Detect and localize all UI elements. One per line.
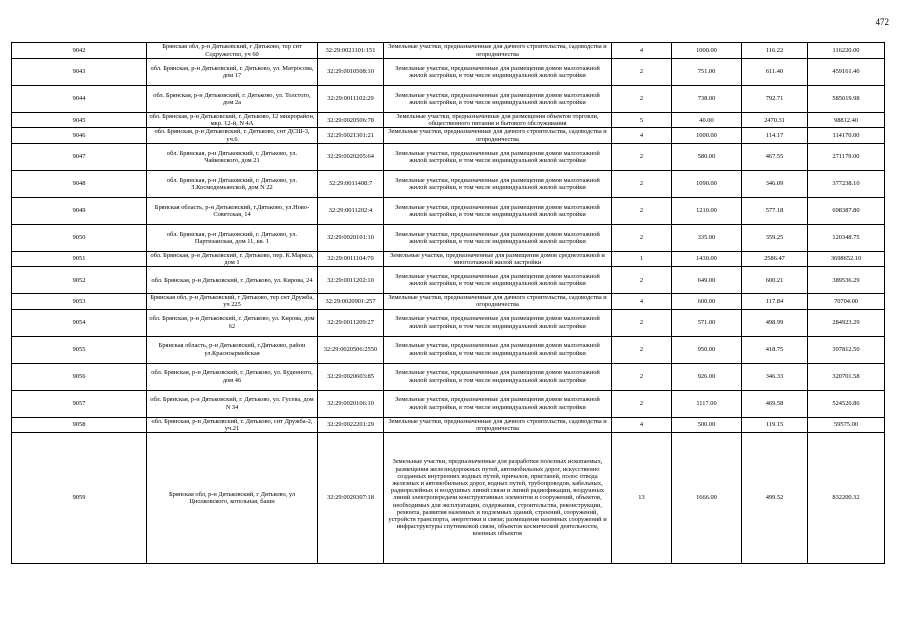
area-cell: 1090.00 [672,170,742,197]
row-number: 9043 [12,59,147,86]
unit-value-cell: 467.55 [742,143,808,170]
land-use-cell: Земельные участки, предназначенные для дачного строительства, садоводства и огородничества [384,43,612,59]
row-number: 9052 [12,267,147,294]
cadastral-number-cell: 32:29:0011202:4 [318,197,384,224]
table-row [12,128,885,143]
row-number: 9044 [12,86,147,113]
unit-value-cell: 499.52 [742,433,808,564]
use-group-cell: 4 [612,417,672,432]
row-number: 9055 [12,336,147,363]
address-cell: обл. Брянская, р-н Дятьковский, г. Дятьково, ул. Толстого, дом 2а [147,86,318,113]
row-number: 9056 [12,363,147,390]
cadastral-value-cell: 114170.00 [808,128,885,143]
table-row [12,143,885,170]
unit-value-cell: 577.18 [742,197,808,224]
unit-value-cell: 498.99 [742,309,808,336]
use-group-cell: 2 [612,170,672,197]
table-row [12,363,885,390]
cadastral-number-cell: 32:29:0011209:27 [318,309,384,336]
area-cell: 571.00 [672,309,742,336]
table-row [12,224,885,251]
table-row [12,86,885,113]
row-number: 9050 [12,224,147,251]
address-cell: обл. Брянская, р-н Дятьковский, г. Дятьково, ул. Матросова, дом 17 [147,59,318,86]
address-cell: обл. Брянская, р-н Дятьковский, г. Дятьково, ул. Кирова, 24 [147,267,318,294]
land-use-cell: Земельные участки, предназначенные для размещения домов малоэтажной жилой застройки, в том числе индивидуальной жилой застройки [384,170,612,197]
cadastral-value-cell: 120348.75 [808,224,885,251]
unit-value-cell: 346.09 [742,170,808,197]
area-cell: 950.00 [672,336,742,363]
use-group-cell: 2 [612,143,672,170]
row-number: 9049 [12,197,147,224]
area-cell: 649.00 [672,267,742,294]
table-row [12,113,885,128]
cadastral-value-cell: 320701.58 [808,363,885,390]
cadastral-value-cell: 397812.50 [808,336,885,363]
cadastral-number-cell: 32:29:0021101:151 [318,43,384,59]
table-row [12,43,885,59]
area-cell: 600.00 [672,294,742,309]
land-use-cell: Земельные участки, предназначенные для дачного строительства, садоводства и огородничества [384,417,612,432]
area-cell: 40.00 [672,113,742,128]
area-cell: 1000.00 [672,128,742,143]
cadastral-value-cell: 832200.32 [808,433,885,564]
unit-value-cell: 117.84 [742,294,808,309]
land-use-cell: Земельные участки, предназначенные для размещения домов малоэтажной жилой застройки, в том числе индивидуальной жилой застройки [384,363,612,390]
address-cell: Брянская область, р-н Дятьковский, г.Дятьково, ул.Ново-Советская, 14 [147,197,318,224]
unit-value-cell: 469.58 [742,390,808,417]
page-number: 472 [875,17,889,27]
unit-value-cell: 418.75 [742,336,808,363]
table-row [12,251,885,266]
address-cell: обл. Брянская, р-н Дятьковский, г. Дятьково, снт Дружба-2, уч.21 [147,417,318,432]
land-use-cell: Земельные участки, предназначенные для дачного строительства, садоводства и огородничества [384,294,612,309]
area-cell: 751.00 [672,59,742,86]
table-row [12,170,885,197]
address-cell: обл. Брянская, р-н Дятьковский, г. Дятьково, ул. Буденного, дом 46 [147,363,318,390]
address-cell: Брянская обл, р-н Дятьковский, г Дятьково, ул Циолковского, котельная, башн [147,433,318,564]
land-use-cell: Земельные участки, предназначенные для размещения домов малоэтажной жилой застройки, в том числе индивидуальной жилой застройки [384,143,612,170]
land-use-cell: Земельные участки, предназначенные для размещения домов малоэтажной жилой застройки, в том числе индивидуальной жилой застройки [384,86,612,113]
area-cell: 500.00 [672,417,742,432]
table-row [12,197,885,224]
use-group-cell: 2 [612,197,672,224]
unit-value-cell: 2586.47 [742,251,808,266]
land-use-cell: Земельные участки, предназначенные для дачного строительства, садоводства и огородничества [384,128,612,143]
cadastral-value-cell: 524520.86 [808,390,885,417]
row-number: 9047 [12,143,147,170]
cadastral-value-cell: 59575.00 [808,417,885,432]
cadastral-number-cell: 32:29:0021301:21 [318,128,384,143]
unit-value-cell: 119.15 [742,417,808,432]
table-row [12,294,885,309]
row-number: 9051 [12,251,147,266]
unit-value-cell: 611.40 [742,59,808,86]
area-cell: 580.00 [672,143,742,170]
cadastral-value-cell: 585019.98 [808,86,885,113]
address-cell: Брянская обл, р-н Дятьковский, г Дятьково, тер снт Дружба, уч 225 [147,294,318,309]
use-group-cell: 2 [612,363,672,390]
land-use-cell: Земельные участки, предназначенные для размещения домов малоэтажной жилой застройки, в том числе индивидуальной жилой застройки [384,59,612,86]
table-body [12,43,885,564]
land-use-cell: Земельные участки, предназначенные для размещения домов малоэтажной жилой застройки, в том числе индивидуальной жилой застройки [384,336,612,363]
land-registry-table [11,42,885,564]
land-use-cell: Земельные участки, предназначенные для размещения домов малоэтажной жилой застройки, в том числе индивидуальной жилой застройки [384,224,612,251]
use-group-cell: 4 [612,128,672,143]
address-cell: Брянская обл, р-н Дятьковский, г Дятьково, тер снт Содружество, уч 60 [147,43,318,59]
cadastral-number-cell: 32:29:0020603:85 [318,363,384,390]
row-number: 9042 [12,43,147,59]
row-number: 9058 [12,417,147,432]
row-number: 9057 [12,390,147,417]
cadastral-value-cell: 698387.80 [808,197,885,224]
table-row [12,417,885,432]
cadastral-value-cell: 459161.40 [808,59,885,86]
area-cell: 335.00 [672,224,742,251]
use-group-cell: 2 [612,59,672,86]
area-cell: 738.00 [672,86,742,113]
cadastral-number-cell: 32:29:0020506:78 [318,113,384,128]
table-row [12,336,885,363]
cadastral-number-cell: 32:29:0011102:29 [318,86,384,113]
cadastral-number-cell: 32:29:0020506:2550 [318,336,384,363]
table-row [12,309,885,336]
land-use-cell: Земельные участки, предназначенные для размещения домов малоэтажной жилой застройки, в том числе индивидуальной жилой застройки [384,309,612,336]
cadastral-number-cell: 32:29:0020307:18 [318,433,384,564]
land-use-cell: Земельные участки, предназначенные для размещения домов малоэтажной жилой застройки, в том числе индивидуальной жилой застройки [384,197,612,224]
cadastral-number-cell: 32:29:0011104:70 [318,251,384,266]
use-group-cell: 2 [612,86,672,113]
unit-value-cell: 346.33 [742,363,808,390]
use-group-cell: 4 [612,43,672,59]
unit-value-cell: 359.25 [742,224,808,251]
row-number: 9059 [12,433,147,564]
cadastral-value-cell: 377238.10 [808,170,885,197]
address-cell: обл. Брянская, р-н Дятьковский, г. Дятьково, 12 микрорайон, мкр. 12-й, N 4А [147,113,318,128]
use-group-cell: 1 [612,251,672,266]
address-cell: обл. Брянская, р-н Дятьковский, г. Дятьково, ул. Кирова, дом 62 [147,309,318,336]
use-group-cell: 2 [612,309,672,336]
cadastral-value-cell: 3698652.10 [808,251,885,266]
use-group-cell: 5 [612,113,672,128]
unit-value-cell: 600.21 [742,267,808,294]
use-group-cell: 4 [612,294,672,309]
address-cell: обл. Брянская, р-н Дятьковский, г. Дятьково, снт ДСШ-3, уч.6 [147,128,318,143]
area-cell: 1117.00 [672,390,742,417]
table-row [12,267,885,294]
address-cell: обл. Брянская, р-н Дятьковский, г. Дятьково, пер. К.Маркса, дом 1 [147,251,318,266]
unit-value-cell: 116.22 [742,43,808,59]
land-use-cell: Земельные участки, предназначенные для размещения объектов торговли, общественного питания и бытового обслуживания [384,113,612,128]
unit-value-cell: 792.71 [742,86,808,113]
use-group-cell: 13 [612,433,672,564]
address-cell: обл. Брянская, р-н Дятьковский, г. Дятьково, ул. Чайковского, дом 21 [147,143,318,170]
land-use-cell: Земельные участки, предназначенные для разработки полезных ископаемых, размещения железнодорожных путей, автомобильных дорог, искусственно созданных внутренних водных путей, причалов, пристаней, полос отвода железных и автомобильных дорог, водных путей, трубопроводов, кабельных, радиорелейных и воздушных линий связи и линий радиофикации, воздушных линий электропередачи конструктивных элементов и сооружений, объектов, необходимых для эксплуатации, содержания, строительства, реконструкции, ремонта, развития наземных и подземных зданий, строений, сооружений, устройств транспорта, энергетики и связи; размещения наземных сооружений и инфраструктуры спутниковой связи, объектов космической деятельности, военных объектов [384,433,612,564]
cadastral-value-cell: 116220.00 [808,43,885,59]
cadastral-value-cell: 389536.29 [808,267,885,294]
land-use-cell: Земельные участки, предназначенные для размещения домов малоэтажной жилой застройки, в том числе индивидуальной жилой застройки [384,267,612,294]
area-cell: 1666.00 [672,433,742,564]
table-row [12,59,885,86]
area-cell: 1430.00 [672,251,742,266]
cadastral-number-cell: 32:29:0011202:10 [318,267,384,294]
use-group-cell: 2 [612,336,672,363]
area-cell: 1210.00 [672,197,742,224]
unit-value-cell: 114.17 [742,128,808,143]
area-cell: 1000.00 [672,43,742,59]
address-cell: Брянская область, р-н Дятьковский, г.Дятьково, район ул.Красноармейская [147,336,318,363]
row-number: 9054 [12,309,147,336]
row-number: 9045 [12,113,147,128]
address-cell: обл. Брянская, р-н Дятьковский, г. Дятьково, ул. Партизанская, дом 11, кв. 1 [147,224,318,251]
cadastral-number-cell: 32:29:0010508:10 [318,59,384,86]
address-cell: обл. Брянская, р-н Дятьковский, г. Дятьково, ул. З.Космодемьянской, дом N 22 [147,170,318,197]
cadastral-value-cell: 70704.00 [808,294,885,309]
land-use-cell: Земельные участки, предназначенные для размещения домов малоэтажной жилой застройки, в том числе индивидуальной жилой застройки [384,390,612,417]
land-use-cell: Земельные участки, предназначенные для размещения домов среднеэтажной и многоэтажной жилой застройки [384,251,612,266]
cadastral-number-cell: 32:29:0011408:7 [318,170,384,197]
cadastral-number-cell: 32:29:0020205:64 [318,143,384,170]
cadastral-number-cell: 32:29:0020901:257 [318,294,384,309]
address-cell: обл. Брянская, р-н Дятьковский, г. Дятьково, ул. Гусева, дом N 34 [147,390,318,417]
table-row [12,390,885,417]
cadastral-value-cell: 284923.29 [808,309,885,336]
cadastral-value-cell: 98812.40 [808,113,885,128]
cadastral-number-cell: 32:29:0020106:10 [318,390,384,417]
use-group-cell: 2 [612,267,672,294]
cadastral-value-cell: 271179.00 [808,143,885,170]
cadastral-number-cell: 32:29:0022201:29 [318,417,384,432]
use-group-cell: 2 [612,224,672,251]
row-number: 9046 [12,128,147,143]
use-group-cell: 2 [612,390,672,417]
area-cell: 926.00 [672,363,742,390]
table-row [12,433,885,564]
cadastral-number-cell: 32:29:0020101:10 [318,224,384,251]
unit-value-cell: 2470.31 [742,113,808,128]
row-number: 9053 [12,294,147,309]
row-number: 9048 [12,170,147,197]
